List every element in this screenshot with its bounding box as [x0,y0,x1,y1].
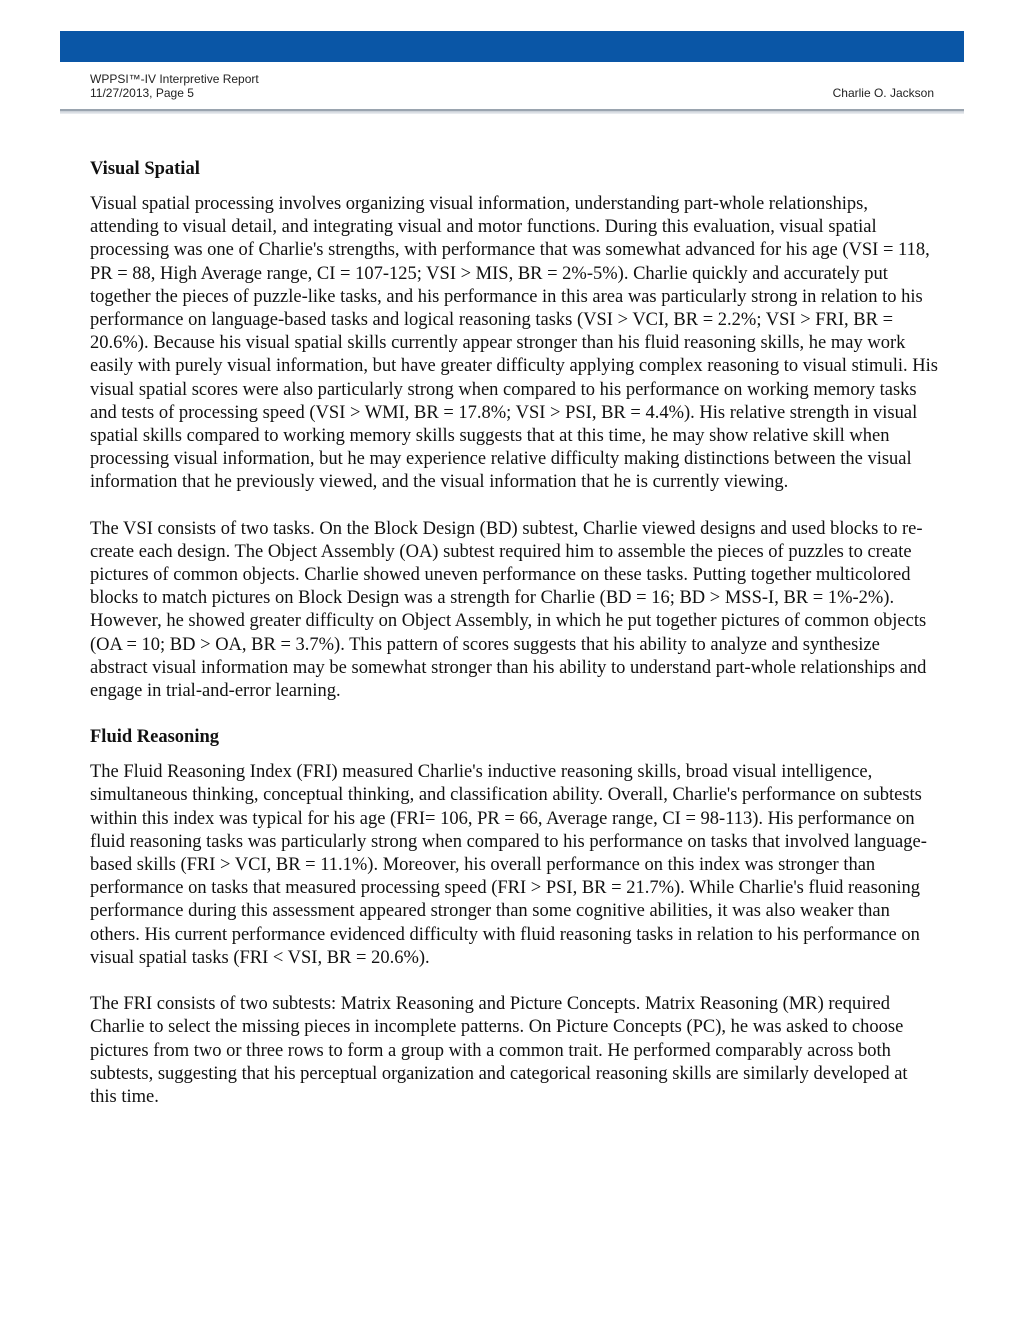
paragraph: The VSI consists of two tasks. On the Block Design (BD) subtest, Charlie viewed designs and used blocks to re-create each design. The Object Assembly (OA) subtest required him to assemble the pieces of puzzles to create pictures of common objects. Charlie showed uneven performance on these tasks. Putting together multicolored blocks to match pictures on Block Design was a strength for Charlie (BD = 16; BD > MSS-I, BR = 1%-2%). However, he showed greater difficulty on Object Assembly, in which he put together pictures of common objects (OA = 10; BD > OA, BR = 3.7%). This pattern of scores suggests that his ability to analyze and synthesize abstract visual information may be somewhat stronger than his ability to understand part-whole relationships and engage in trial-and-error learning. [90,518,927,702]
section-heading-fluid-reasoning: Fluid Reasoning [90,727,220,748]
client-name: Charlie O. Jackson [832,86,934,100]
section-heading-visual-spatial: Visual Spatial [90,159,200,179]
header-band [60,31,964,62]
paragraph: Visual spatial processing involves organizing visual information, understanding part-whole relationships, attending to visual detail, and integrating visual and motor functions. During this evaluation, visual spatial processing was one of Charlie's strengths, with performance that was somewhat advanced for his age (VSI = 118, PR = 88, High Average range, CI = 107-125; VSI > MIS, BR = 2%-5%). Charlie quickly and accurately put together the pieces of puzzle-like tasks, and his performance in this area was particularly strong in relation to his performance on language-based tasks and logical reasoning tasks (VSI > VCI, BR = 2.2%; VSI > FRI, BR = 20.6%). Because his visual spatial skills currently appear stronger than his fluid reasoning skills, he may work easily with purely visual information, but have greater difficulty applying complex reasoning to visual stimuli. His visual spatial scores were also particularly strong when compared to his performance on working memory tasks and tests of processing speed (VSI > WMI, BR = 17.8%; VSI > PSI, BR = 4.4%). His relative strength in visual spatial skills compared to working memory skills suggests that at this time, he may show relative skill when processing visual information, but he may experience relative difficulty making distinctions between the visual information that he previously viewed, and the visual information that he is currently viewing. [90,194,938,493]
paragraph: The FRI consists of two subtests: Matrix Reasoning and Picture Concepts. Matrix Reasoning (MR) required Charlie to select the missing pieces in incomplete patterns. On Picture Concepts (PC), he was asked to choose pictures from two or three rows to form a group with a common trait. He performed comparably across both subtests, suggesting that his perceptual organization and categorical reasoning skills are similarly developed at this time. [90,994,908,1107]
paragraph: The Fluid Reasoning Index (FRI) measured Charlie's inductive reasoning skills, broad visual intelligence, simultaneous thinking, conceptual thinking, and classification ability. Overall, Charlie's performance on subtests within this index was typical for his age (FRI= 106, PR = 66, Average range, CI = 98-113). His performance on fluid reasoning tasks was particularly strong when compared to his performance on tasks that involved language-based skills (FRI > VCI, BR = 11.1%). Moreover, his overall performance on this index was stronger than performance on tasks that measured processing speed (FRI > PSI, BR = 21.7%). While Charlie's fluid reasoning performance during this assessment appeared stronger than some cognitive abilities, it was also weaker than others. His current performance evidenced difficulty with fluid reasoning tasks in relation to his performance on visual spatial tasks (FRI < VSI, BR = 20.6%). [90,762,927,968]
report-title: WPPSI™-IV Interpretive Report [90,72,259,86]
header-left [90,72,259,100]
header-divider-shadow [60,111,964,114]
report-body [90,150,938,1109]
page-header [60,62,964,112]
date-page: 11/27/2013, Page 5 [90,86,194,100]
